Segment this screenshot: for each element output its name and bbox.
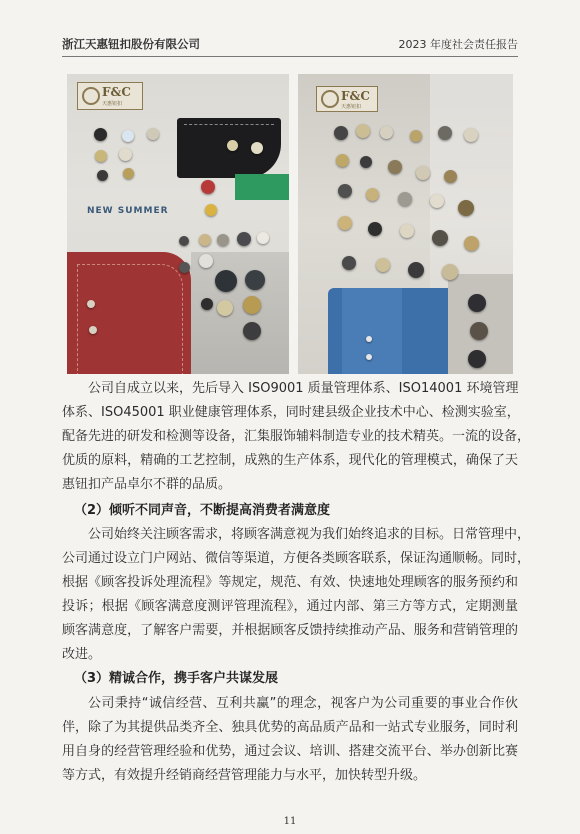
page-number: 11	[283, 816, 297, 827]
paragraph-customer-satisfaction: 公司始终关注顾客需求，将顾客满意视为我们始终追求的目标。日常管理中， 公司通过设立门户网站、微信等渠道，方便各类顾客联系，保证沟通顺畅。同时， 根据《顾客投诉处理流程》等规定，规范、有效、快速地处理顾客的服务预约和 投诉；根据《顾客满意度测评管理流程》，通过内部、第三方等方式，定期测量 顾客满意度，了解客户需要，并根据顾客反馈持续推动产品、服务和营销管理的 改进。	[62, 527, 531, 662]
paragraph-customer-cooperation: 公司秉持“诚信经营、互利共赢”的理念，视客户为公司重要的事业合作伙 伴，除了为其提供品类齐全、独具优势的高品质产品和一站式专业服务，同时利 用自身的经营管理经验和优势，通过会议、培训、搭建交流平台、举办创新比赛 等方式，有效提升经销商经营管理能力与水平，加快转型升级。	[62, 696, 518, 783]
section-heading-2: （2）倾听不同声音，不断提高消费者满意度	[74, 503, 331, 518]
photo-button-display-right	[298, 74, 513, 374]
report-title: 2023 年度社会责任报告	[398, 38, 518, 51]
paragraph-quality-management: 公司自成立以来，先后导入 ISO9001 质量管理体系、ISO14001 环境管理 体系、ISO45001 职业健康管理体系，同时建县级企业技术中心、检测实验室， 配备先进的研发和检测等设备，汇集服饰辅料制造专业的技术精英。一流的设备， 优质的原料，精确的工艺控制，成熟的生产体系，现代化的管理模式，确保了天 惠钮扣产品卓尔不群的品质。	[62, 381, 531, 492]
green-swatch	[235, 174, 289, 200]
brand-logo-left: F&C 天惠钮扣	[77, 82, 143, 110]
photo-button-display-left	[67, 74, 289, 374]
page-header	[62, 34, 518, 57]
company-name: 浙江天惠钮扣股份有限公司	[62, 37, 200, 51]
slogan-text: NEW SUMMER	[87, 206, 169, 216]
brand-logo-right: F&C 天惠钮扣	[316, 86, 378, 112]
section-heading-3: （3）精诚合作，携手客户共谋发展	[74, 671, 279, 686]
